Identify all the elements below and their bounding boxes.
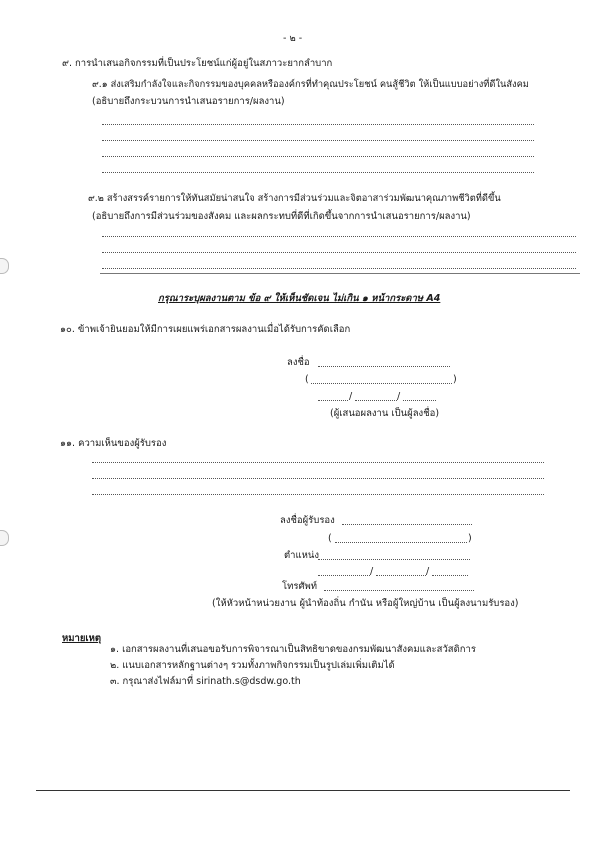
answer-line[interactable] bbox=[102, 124, 534, 125]
section11-title: ๑๑. ความเห็นของผู้รับรอง bbox=[60, 438, 167, 449]
date-slash: / bbox=[370, 566, 374, 577]
certifier-signature-line[interactable] bbox=[342, 524, 472, 525]
date-slash: / bbox=[349, 391, 353, 402]
signature-line[interactable] bbox=[318, 366, 450, 367]
section9-item2-desc: (อธิบายถึงการมีส่วนร่วมของสังคม และผลกระทบที่ดีที่เกิดขึ้นจากการนำเสนอรายการ/ผลงาน) bbox=[92, 211, 471, 222]
name-paren-close: ) bbox=[453, 374, 457, 385]
section9-title: ๙. การนำเสนอกิจกรรมที่เป็นประโยชน์แก่ผู้อยู่ในสภาวะยากลำบาก bbox=[62, 58, 333, 69]
date-month-line[interactable] bbox=[355, 400, 397, 401]
scan-line bbox=[100, 273, 580, 274]
position-line[interactable] bbox=[318, 559, 470, 560]
date-year-line[interactable] bbox=[403, 400, 436, 401]
opinion-line[interactable] bbox=[92, 494, 544, 495]
instruction-note: กรุณาระบุผลงานตาม ข้อ ๙ ให้เห็นชัดเจน ไม่เกิน ๑ หน้ากระดาษ A4 bbox=[158, 293, 441, 304]
name-paren-open: ( bbox=[305, 374, 309, 385]
remarks-label: หมายเหตุ bbox=[62, 633, 102, 644]
certifier-paren-close: ) bbox=[468, 533, 472, 544]
opinion-line[interactable] bbox=[92, 462, 544, 463]
date-slash: / bbox=[426, 566, 430, 577]
phone-line[interactable] bbox=[324, 590, 474, 591]
certifier-name-line[interactable] bbox=[335, 542, 467, 543]
opinion-line[interactable] bbox=[92, 478, 544, 479]
signer-role: (ผู้เสนอผลงาน เป็นผู้ลงชื่อ) bbox=[330, 408, 440, 419]
answer-line[interactable] bbox=[102, 172, 534, 173]
date-slash: / bbox=[397, 391, 401, 402]
section10-title: ๑๐. ข้าพเจ้ายินยอมให้มีการเผยแพร่เอกสารผลงานเมื่อได้รับการคัดเลือก bbox=[60, 324, 351, 335]
answer-line[interactable] bbox=[102, 140, 534, 141]
section9-item1-title: ๙.๑ ส่งเสริมกำลังใจและกิจกรรมของบุคคลหรือองค์กรที่ทำคุณประโยชน์ คนสู้ชีวิต ให้เป็นแบบอย่างที่ดีในสังคม bbox=[92, 79, 529, 90]
page-number: - ๒ - bbox=[283, 33, 303, 44]
section9-item2-title: ๙.๒ สร้างสรรค์รายการให้ทันสมัยน่าสนใจ สร้างการมีส่วนร่วมและจิตอาสาร่วมพัฒนาคุณภาพชีวิตที่ดีขึ้น bbox=[88, 193, 501, 204]
punch-hole bbox=[0, 258, 9, 274]
date-day-line[interactable] bbox=[318, 400, 348, 401]
certifier-paren-open: ( bbox=[328, 533, 332, 544]
sign-label: ลงชื่อ bbox=[287, 357, 310, 368]
certifier-date-month-line[interactable] bbox=[376, 575, 426, 576]
punch-hole bbox=[0, 530, 9, 546]
remark-item: ๑. เอกสารผลงานที่เสนอขอรับการพิจารณาเป็นสิทธิขาดของกรมพัฒนาสังคมและสวัสดิการ bbox=[110, 644, 476, 655]
certifier-sign-label: ลงชื่อผู้รับรอง bbox=[280, 515, 335, 526]
certifier-date-day-line[interactable] bbox=[318, 575, 370, 576]
certifier-note: (ให้หัวหน้าหน่วยงาน ผู้นำท้องถิ่น กำนัน หรือผู้ใหญ่บ้าน เป็นผู้ลงนามรับรอง) bbox=[212, 598, 519, 609]
phone-label: โทรศัพท์ bbox=[282, 581, 318, 592]
certifier-date-year-line[interactable] bbox=[432, 575, 468, 576]
remark-item: ๒. แนบเอกสารหลักฐานต่างๆ รวมทั้งภาพกิจกรรมเป็นรูปเล่มเพิ่มเติมได้ bbox=[110, 660, 395, 671]
answer-line[interactable] bbox=[102, 268, 576, 269]
position-label: ตำแหน่ง bbox=[284, 550, 320, 561]
answer-line[interactable] bbox=[102, 156, 534, 157]
answer-line[interactable] bbox=[102, 252, 576, 253]
section9-item1-desc: (อธิบายถึงกระบวนการนำเสนอรายการ/ผลงาน) bbox=[92, 96, 285, 107]
answer-line[interactable] bbox=[102, 236, 576, 237]
name-line[interactable] bbox=[311, 383, 452, 384]
remark-item: ๓. กรุณาส่งไฟล์มาที่ sirinath.s@dsdw.go.th bbox=[110, 676, 301, 687]
footer-divider bbox=[36, 790, 570, 791]
